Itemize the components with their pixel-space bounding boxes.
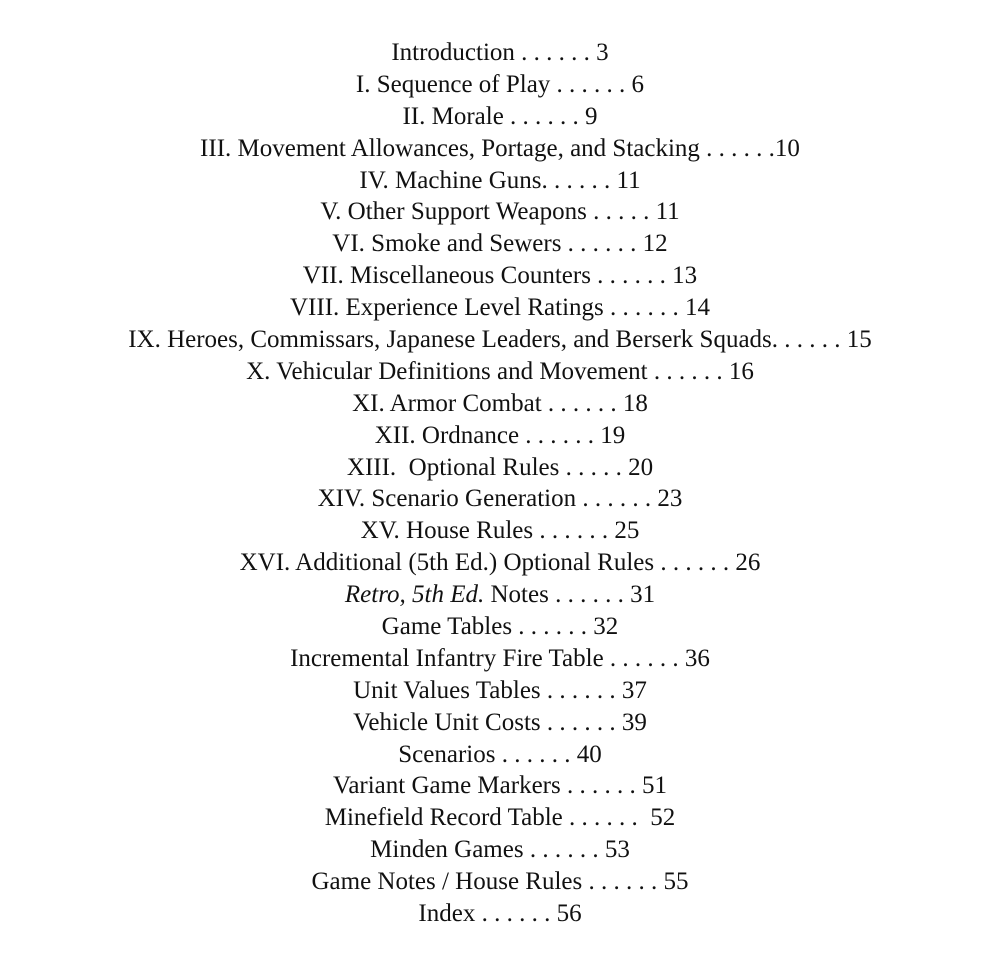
toc-entry-armor-combat[interactable]: XI. Armor Combat . . . . . . 18 xyxy=(352,389,648,417)
toc-entry-scenarios[interactable]: Scenarios . . . . . . 40 xyxy=(398,740,602,768)
toc-entry-morale[interactable]: II. Morale . . . . . . 9 xyxy=(402,102,598,130)
toc-entry-vehicular-definitions[interactable]: X. Vehicular Definitions and Movement . . . . . . 16 xyxy=(246,357,754,385)
toc-entry-additional-optional-rules[interactable]: XVI. Additional (5th Ed.) Optional Rules . . . . . . 26 xyxy=(239,549,761,577)
toc-entry-miscellaneous-counters[interactable]: VII. Miscellaneous Counters . . . . . . 13 xyxy=(302,262,698,290)
toc-entry-other-support-weapons[interactable]: V. Other Support Weapons . . . . . 11 xyxy=(320,198,680,226)
toc-entry-smoke-and-sewers[interactable]: VI. Smoke and Sewers . . . . . . 12 xyxy=(332,230,668,258)
toc-entry-optional-rules[interactable]: XIII. Optional Rules . . . . . 20 xyxy=(346,453,654,481)
toc-entry-retro-notes[interactable]: Retro, 5th Ed. Notes . . . . . . 31 xyxy=(344,581,656,609)
toc-entry-scenario-generation[interactable]: XIV. Scenario Generation . . . . . . 23 xyxy=(317,485,683,513)
toc-entry-ordnance[interactable]: XII. Ordnance . . . . . . 19 xyxy=(374,421,626,449)
toc-entry-game-tables[interactable]: Game Tables . . . . . . 32 xyxy=(381,613,619,641)
toc-entry-index[interactable]: Index . . . . . . 56 xyxy=(418,900,582,928)
toc-entry-variant-game-markers[interactable]: Variant Game Markers . . . . . . 51 xyxy=(333,772,667,800)
toc-entry-experience-level-ratings[interactable]: VIII. Experience Level Ratings . . . . . . 14 xyxy=(289,294,710,322)
toc-entry-house-rules[interactable]: XV. House Rules . . . . . . 25 xyxy=(360,517,640,545)
toc-entry-introduction[interactable]: Introduction . . . . . . 3 xyxy=(391,39,609,66)
toc-entry-minden-games[interactable]: Minden Games . . . . . . 53 xyxy=(370,836,630,864)
toc-entry-sequence-of-play[interactable]: I. Sequence of Play . . . . . . 6 xyxy=(355,70,645,98)
toc-entry-machine-guns[interactable]: IV. Machine Guns. . . . . . 11 xyxy=(359,166,641,194)
retro-title-italic: Retro, 5th Ed. xyxy=(344,581,485,609)
toc-entry-heroes-commissars[interactable]: IX. Heroes, Commissars, Japanese Leaders, and Berserk Squads. . . . . . 15 xyxy=(128,326,872,354)
toc-entry-minefield-record-table[interactable]: Minefield Record Table . . . . . . 52 xyxy=(324,804,676,832)
toc-entry-game-notes-house-rules[interactable]: Game Notes / House Rules . . . . . . 55 xyxy=(311,868,689,896)
toc-entry-unit-values-tables[interactable]: Unit Values Tables . . . . . . 37 xyxy=(353,676,647,704)
toc-entry-incremental-infantry-fire-table[interactable]: Incremental Infantry Fire Table . . . . . . 36 xyxy=(290,644,710,672)
toc-entry-vehicle-unit-costs[interactable]: Vehicle Unit Costs . . . . . . 39 xyxy=(353,708,647,736)
table-of-contents xyxy=(0,37,1000,930)
toc-entry-movement-allowances[interactable]: III. Movement Allowances, Portage, and Stacking . . . . . .10 xyxy=(200,134,800,162)
